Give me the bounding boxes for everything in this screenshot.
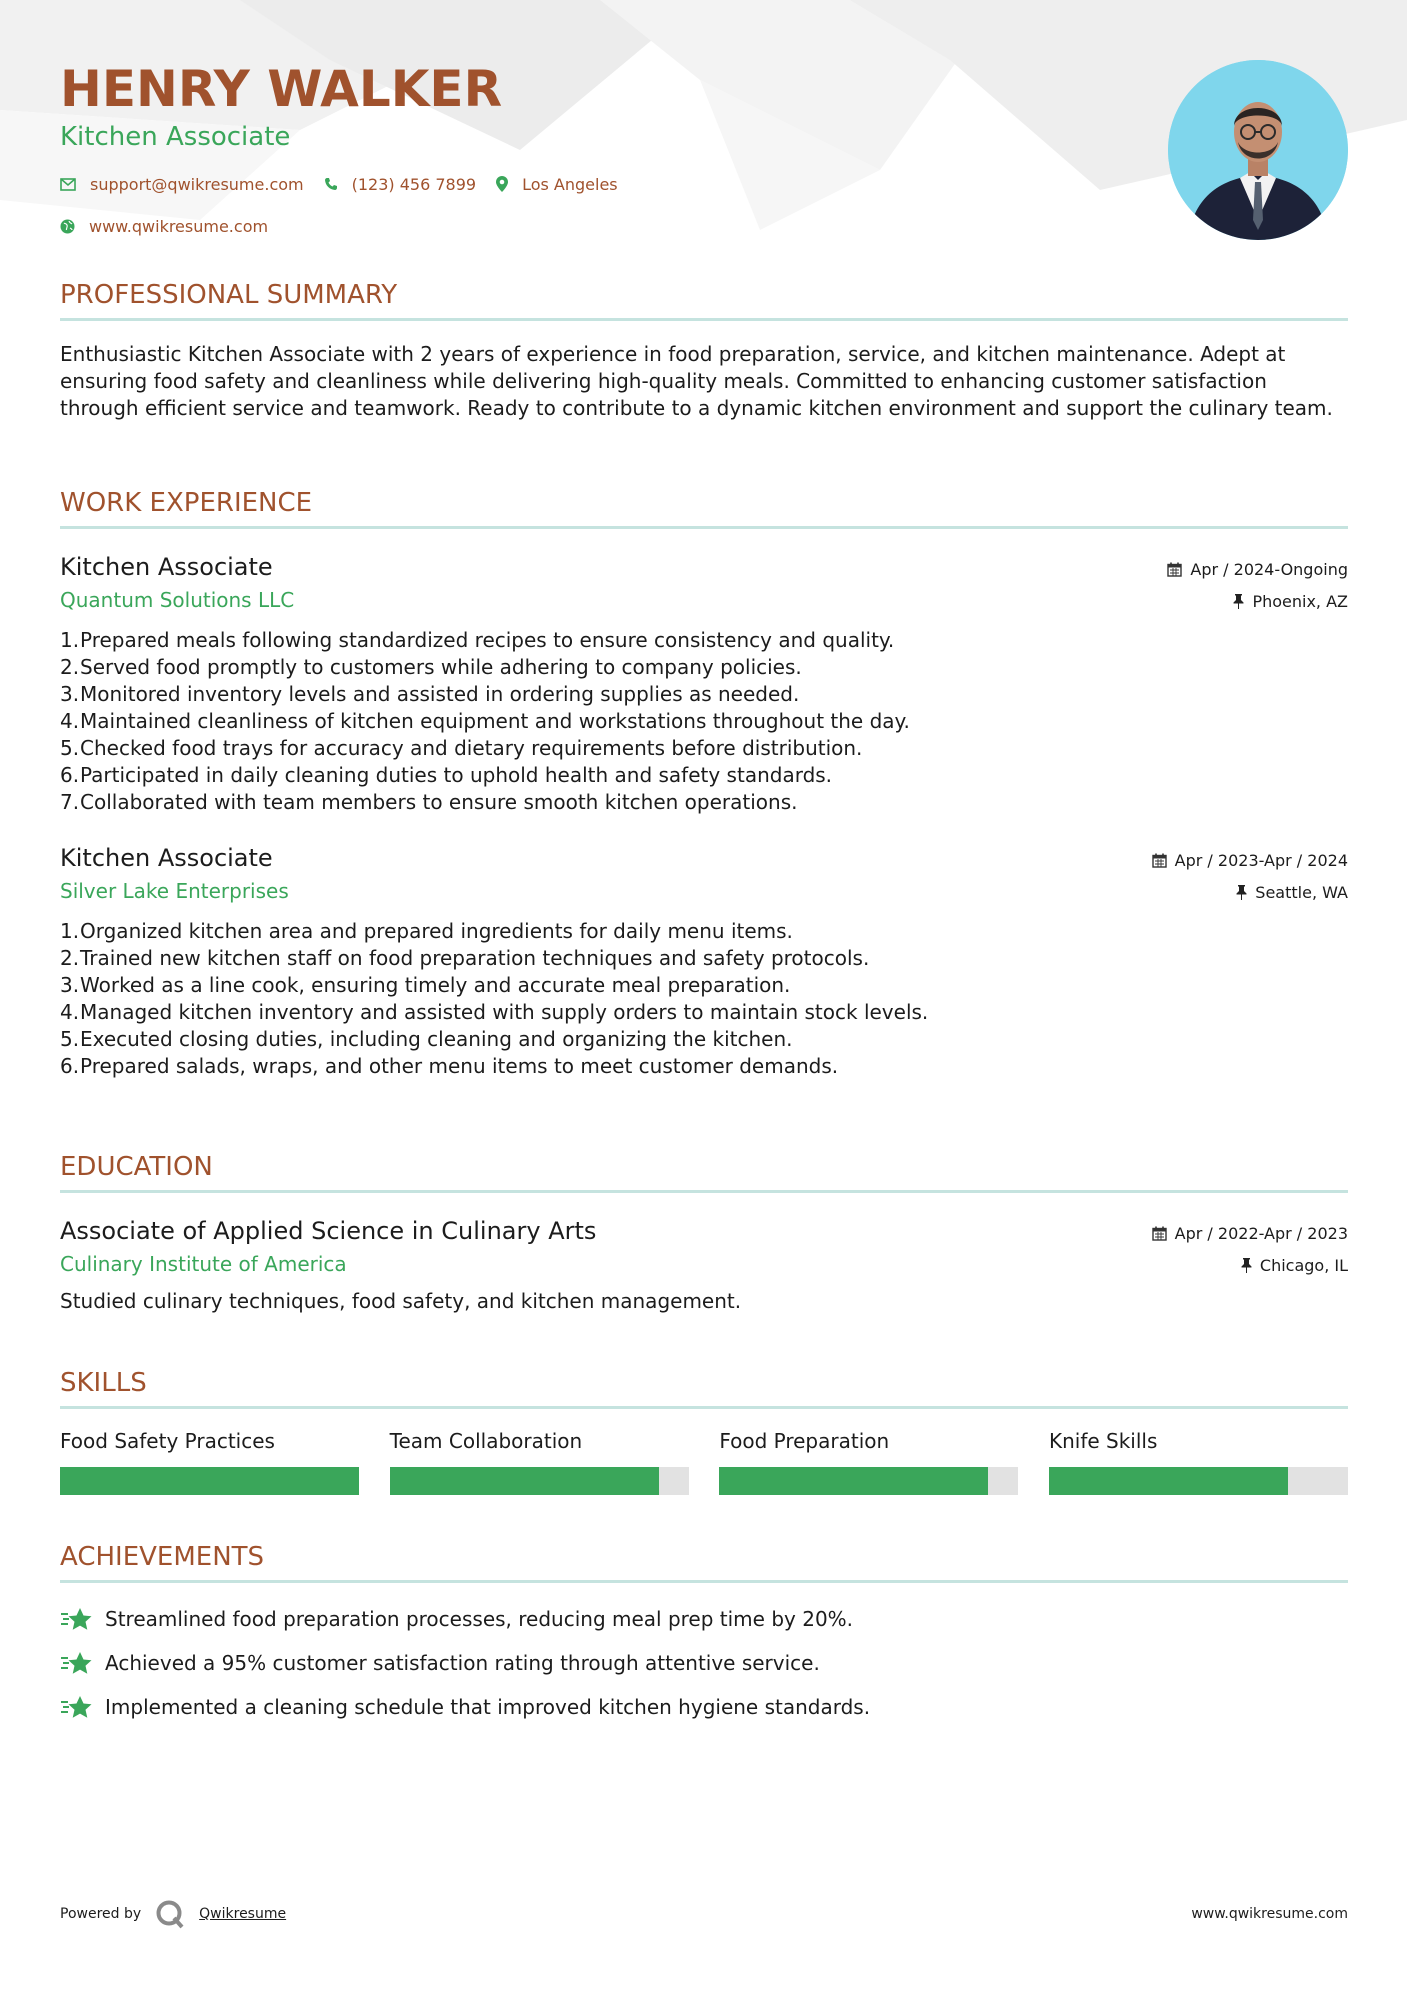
profile-photo-illustration bbox=[1168, 60, 1348, 240]
experience-section bbox=[60, 486, 1348, 1080]
achievements-title: ACHIEVEMENTS bbox=[60, 1540, 1348, 1583]
contact-website[interactable] bbox=[60, 217, 268, 236]
job-dates bbox=[1152, 844, 1348, 876]
contact-phone[interactable] bbox=[324, 175, 476, 194]
job-duties-list bbox=[60, 918, 1348, 1080]
contact-location bbox=[496, 175, 618, 194]
skill-name: Knife Skills bbox=[1048, 1429, 1158, 1453]
job-entry bbox=[60, 551, 1348, 816]
list-item bbox=[60, 1597, 1348, 1641]
list-item: 5. Checked food trays for accuracy and dietary requirements before distribution. bbox=[60, 736, 863, 760]
skill-item bbox=[390, 1427, 689, 1495]
job-duties-list bbox=[60, 627, 1348, 816]
achievement-text: Achieved a 95% customer satisfaction rating through attentive service. bbox=[105, 1651, 820, 1675]
achievements-section bbox=[60, 1540, 1348, 1729]
job-location bbox=[1167, 585, 1348, 617]
job-dates-text: Apr / 2023-Apr / 2024 bbox=[1174, 850, 1348, 870]
skill-level-bar bbox=[719, 1467, 1018, 1495]
qwikresume-logo-icon bbox=[155, 1899, 185, 1929]
skill-level-bar bbox=[390, 1467, 689, 1495]
skills-row bbox=[60, 1427, 1348, 1495]
calendar-icon bbox=[1152, 1226, 1167, 1241]
location-text: Los Angeles bbox=[522, 174, 618, 194]
email-text: support@qwikresume.com bbox=[90, 174, 304, 194]
skill-name: Food Safety Practices bbox=[60, 1429, 275, 1453]
powered-by bbox=[60, 1899, 286, 1929]
job-company: Silver Lake Enterprises bbox=[60, 879, 289, 903]
job-title: Kitchen Associate bbox=[60, 553, 273, 581]
list-item: 6. Participated in daily cleaning duties to uphold health and safety standards. bbox=[60, 763, 833, 787]
list-item: 5. Executed closing duties, including cleaning and organizing the kitchen. bbox=[60, 1027, 793, 1051]
powered-by-label: Powered by bbox=[60, 1906, 142, 1922]
job-meta bbox=[1167, 553, 1348, 617]
achievements-list bbox=[60, 1597, 1348, 1729]
candidate-name: HENRY WALKER bbox=[60, 60, 503, 118]
summary-title: PROFESSIONAL SUMMARY bbox=[60, 278, 1348, 321]
education-meta bbox=[1152, 1217, 1348, 1281]
job-location-text: Seattle, WA bbox=[1255, 882, 1348, 902]
star-icon bbox=[60, 1695, 93, 1719]
phone-icon bbox=[324, 177, 338, 191]
brand-link[interactable]: Qwikresume bbox=[199, 1906, 287, 1922]
skills-title: SKILLS bbox=[60, 1366, 1348, 1409]
profile-photo bbox=[1168, 60, 1348, 240]
experience-title: WORK EXPERIENCE bbox=[60, 486, 1348, 529]
globe-icon bbox=[60, 219, 75, 234]
list-item bbox=[60, 1685, 1348, 1729]
list-item: 2. Served food promptly to customers while adhering to company policies. bbox=[60, 655, 802, 679]
education-section bbox=[60, 1150, 1348, 1315]
skill-item bbox=[1049, 1427, 1348, 1495]
school-name: Culinary Institute of America bbox=[60, 1252, 347, 1276]
summary-text: Enthusiastic Kitchen Associate with 2 years of experience in food preparation, service, and kitchen maintenance. Adept at ensuring food safety and cleanliness while delivering high-quality meals. Committed to enhancing customer satisfaction through efficient service and teamwork. Ready to contribute to a dynamic kitchen environment and support the culinary team. bbox=[60, 342, 1333, 420]
job-meta bbox=[1152, 844, 1348, 908]
skill-level-fill bbox=[719, 1467, 988, 1495]
skill-level-fill bbox=[390, 1467, 659, 1495]
skills-section bbox=[60, 1366, 1348, 1495]
envelope-icon bbox=[60, 178, 76, 191]
skill-level-fill bbox=[1049, 1467, 1288, 1495]
skill-level-fill bbox=[60, 1467, 359, 1495]
job-title: Kitchen Associate bbox=[60, 844, 273, 872]
skill-item bbox=[60, 1427, 359, 1495]
list-item: 7. Collaborated with team members to ensure smooth kitchen operations. bbox=[60, 790, 798, 814]
job-location-text: Phoenix, AZ bbox=[1252, 591, 1348, 611]
calendar-icon bbox=[1167, 562, 1182, 577]
achievement-text: Implemented a cleaning schedule that improved kitchen hygiene standards. bbox=[105, 1695, 871, 1719]
education-title: EDUCATION bbox=[60, 1150, 1348, 1193]
pushpin-icon bbox=[1236, 885, 1247, 900]
education-location bbox=[1152, 1249, 1348, 1281]
contact-email[interactable] bbox=[60, 175, 304, 194]
list-item: 1. Prepared meals following standardized recipes to ensure consistency and quality. bbox=[60, 628, 895, 652]
phone-text: (123) 456 7899 bbox=[351, 174, 477, 194]
star-icon bbox=[60, 1651, 93, 1675]
website-text: www.qwikresume.com bbox=[89, 216, 269, 236]
candidate-role: Kitchen Associate bbox=[60, 122, 291, 152]
pushpin-icon bbox=[1233, 594, 1244, 609]
education-entry bbox=[60, 1215, 1348, 1315]
summary-section bbox=[60, 278, 1348, 422]
calendar-icon bbox=[1152, 853, 1167, 868]
list-item: 4. Maintained cleanliness of kitchen equipment and workstations throughout the day. bbox=[60, 709, 910, 733]
skill-name: Food Preparation bbox=[719, 1429, 890, 1453]
list-item: 2. Trained new kitchen staff on food preparation techniques and safety protocols. bbox=[60, 946, 870, 970]
resume-header bbox=[60, 58, 1060, 238]
footer-website[interactable]: www.qwikresume.com bbox=[1191, 1906, 1348, 1922]
list-item: 6. Prepared salads, wraps, and other menu items to meet customer demands. bbox=[60, 1054, 839, 1078]
list-item: 4. Managed kitchen inventory and assisted with supply orders to maintain stock levels. bbox=[60, 1000, 929, 1024]
achievement-text: Streamlined food preparation processes, reducing meal prep time by 20%. bbox=[105, 1607, 854, 1631]
job-dates bbox=[1167, 553, 1348, 585]
job-entry bbox=[60, 842, 1348, 1080]
skill-level-bar bbox=[60, 1467, 359, 1495]
list-item: 3. Worked as a line cook, ensuring timely and accurate meal preparation. bbox=[60, 973, 791, 997]
skill-level-bar bbox=[1049, 1467, 1348, 1495]
job-company: Quantum Solutions LLC bbox=[60, 588, 295, 612]
list-item: 1. Organized kitchen area and prepared ingredients for daily menu items. bbox=[60, 919, 793, 943]
contact-row bbox=[60, 172, 1060, 196]
list-item: 3. Monitored inventory levels and assisted in ordering supplies as needed. bbox=[60, 682, 800, 706]
degree-title: Associate of Applied Science in Culinary Arts bbox=[60, 1217, 597, 1245]
education-dates bbox=[1152, 1217, 1348, 1249]
pushpin-icon bbox=[1241, 1258, 1252, 1273]
contact-row-website bbox=[60, 214, 1060, 238]
page-footer bbox=[60, 1896, 1348, 1932]
skill-item bbox=[719, 1427, 1018, 1495]
skill-name: Team Collaboration bbox=[389, 1429, 583, 1453]
job-location bbox=[1152, 876, 1348, 908]
education-description: Studied culinary techniques, food safety, and kitchen management. bbox=[60, 1289, 742, 1313]
star-icon bbox=[60, 1607, 93, 1631]
list-item bbox=[60, 1641, 1348, 1685]
job-dates-text: Apr / 2024-Ongoing bbox=[1190, 559, 1348, 579]
education-dates-text: Apr / 2022-Apr / 2023 bbox=[1174, 1223, 1348, 1243]
education-location-text: Chicago, IL bbox=[1259, 1255, 1348, 1275]
map-pin-icon bbox=[496, 176, 508, 192]
